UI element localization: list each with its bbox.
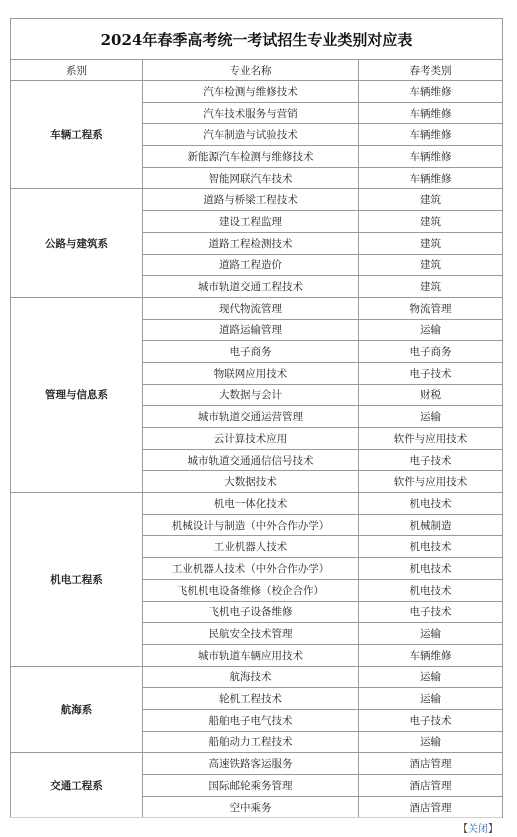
department-cell: 机电工程系	[11, 493, 143, 667]
category-cell: 建筑	[359, 276, 503, 298]
category-cell: 建筑	[359, 211, 503, 233]
category-cell: 电子技术	[359, 601, 503, 623]
close-link[interactable]: 关闭	[468, 824, 488, 835]
major-cell: 物联网应用技术	[143, 362, 359, 384]
major-cell: 大数据技术	[143, 471, 359, 493]
open-bracket: 【	[458, 824, 468, 835]
major-cell: 城市轨道车辆应用技术	[143, 644, 359, 666]
major-cell: 智能网联汽车技术	[143, 167, 359, 189]
major-cell: 工业机器人技术	[143, 536, 359, 558]
major-cell: 机械设计与制造（中外合作办学）	[143, 514, 359, 536]
major-cell: 城市轨道交通通信信号技术	[143, 449, 359, 471]
major-cell: 轮机工程技术	[143, 688, 359, 710]
table-row	[11, 753, 503, 775]
major-cell: 建设工程监理	[143, 211, 359, 233]
category-cell: 酒店管理	[359, 753, 503, 775]
major-category-table	[10, 18, 503, 818]
department-cell: 航海系	[11, 666, 143, 753]
category-cell: 车辆维修	[359, 146, 503, 168]
major-cell: 船舶电子电气技术	[143, 709, 359, 731]
table-container	[10, 18, 502, 818]
category-cell: 电子技术	[359, 709, 503, 731]
category-cell: 物流管理	[359, 297, 503, 319]
category-cell: 软件与应用技术	[359, 471, 503, 493]
table-row	[11, 297, 503, 319]
major-cell: 航海技术	[143, 666, 359, 688]
major-cell: 飞机机电设备维修（校企合作）	[143, 579, 359, 601]
department-cell: 交通工程系	[11, 753, 143, 818]
major-cell: 空中乘务	[143, 796, 359, 818]
table-row	[11, 81, 503, 103]
close-bar	[458, 820, 498, 835]
department-cell: 车辆工程系	[11, 81, 143, 189]
category-cell: 运输	[359, 688, 503, 710]
category-cell: 电子商务	[359, 341, 503, 363]
major-cell: 道路与桥梁工程技术	[143, 189, 359, 211]
category-cell: 建筑	[359, 254, 503, 276]
category-cell: 机电技术	[359, 536, 503, 558]
table-row	[11, 666, 503, 688]
major-cell: 城市轨道交通运营管理	[143, 406, 359, 428]
major-cell: 高速铁路客运服务	[143, 753, 359, 775]
category-cell: 建筑	[359, 189, 503, 211]
category-cell: 软件与应用技术	[359, 428, 503, 450]
department-cell: 公路与建筑系	[11, 189, 143, 297]
major-cell: 云计算技术应用	[143, 428, 359, 450]
major-cell: 飞机电子设备维修	[143, 601, 359, 623]
major-cell: 电子商务	[143, 341, 359, 363]
major-cell: 城市轨道交通工程技术	[143, 276, 359, 298]
table-body	[11, 81, 503, 818]
major-cell: 民航安全技术管理	[143, 623, 359, 645]
category-cell: 运输	[359, 731, 503, 753]
category-cell: 运输	[359, 666, 503, 688]
major-cell: 道路工程造价	[143, 254, 359, 276]
category-cell: 机械制造	[359, 514, 503, 536]
footer-divider	[10, 817, 502, 818]
header-dept: 系别	[11, 60, 143, 81]
category-cell: 机电技术	[359, 558, 503, 580]
category-cell: 机电技术	[359, 579, 503, 601]
major-cell: 船舶动力工程技术	[143, 731, 359, 753]
major-cell: 汽车检测与维修技术	[143, 81, 359, 103]
header-category: 春考类别	[359, 60, 503, 81]
category-cell: 机电技术	[359, 493, 503, 515]
header-major: 专业名称	[143, 60, 359, 81]
category-cell: 车辆维修	[359, 81, 503, 103]
category-cell: 酒店管理	[359, 775, 503, 797]
major-cell: 国际邮轮乘务管理	[143, 775, 359, 797]
category-cell: 运输	[359, 406, 503, 428]
category-cell: 车辆维修	[359, 124, 503, 146]
category-cell: 车辆维修	[359, 644, 503, 666]
category-cell: 运输	[359, 623, 503, 645]
category-cell: 车辆维修	[359, 102, 503, 124]
major-cell: 现代物流管理	[143, 297, 359, 319]
major-cell: 大数据与会计	[143, 384, 359, 406]
category-cell: 电子技术	[359, 362, 503, 384]
major-cell: 机电一体化技术	[143, 493, 359, 515]
close-bracket: 】	[488, 824, 498, 835]
category-cell: 酒店管理	[359, 796, 503, 818]
major-cell: 汽车制造与试验技术	[143, 124, 359, 146]
department-cell: 管理与信息系	[11, 297, 143, 492]
category-cell: 建筑	[359, 232, 503, 254]
table-row	[11, 189, 503, 211]
major-cell: 新能源汽车检测与维修技术	[143, 146, 359, 168]
major-cell: 汽车技术服务与营销	[143, 102, 359, 124]
category-cell: 电子技术	[359, 449, 503, 471]
category-cell: 财税	[359, 384, 503, 406]
major-cell: 工业机器人技术（中外合作办学）	[143, 558, 359, 580]
table-row	[11, 493, 503, 515]
category-cell: 运输	[359, 319, 503, 341]
major-cell: 道路运输管理	[143, 319, 359, 341]
table-title: 2024年春季高考统一考试招生专业类别对应表	[11, 19, 503, 60]
major-cell: 道路工程检测技术	[143, 232, 359, 254]
category-cell: 车辆维修	[359, 167, 503, 189]
